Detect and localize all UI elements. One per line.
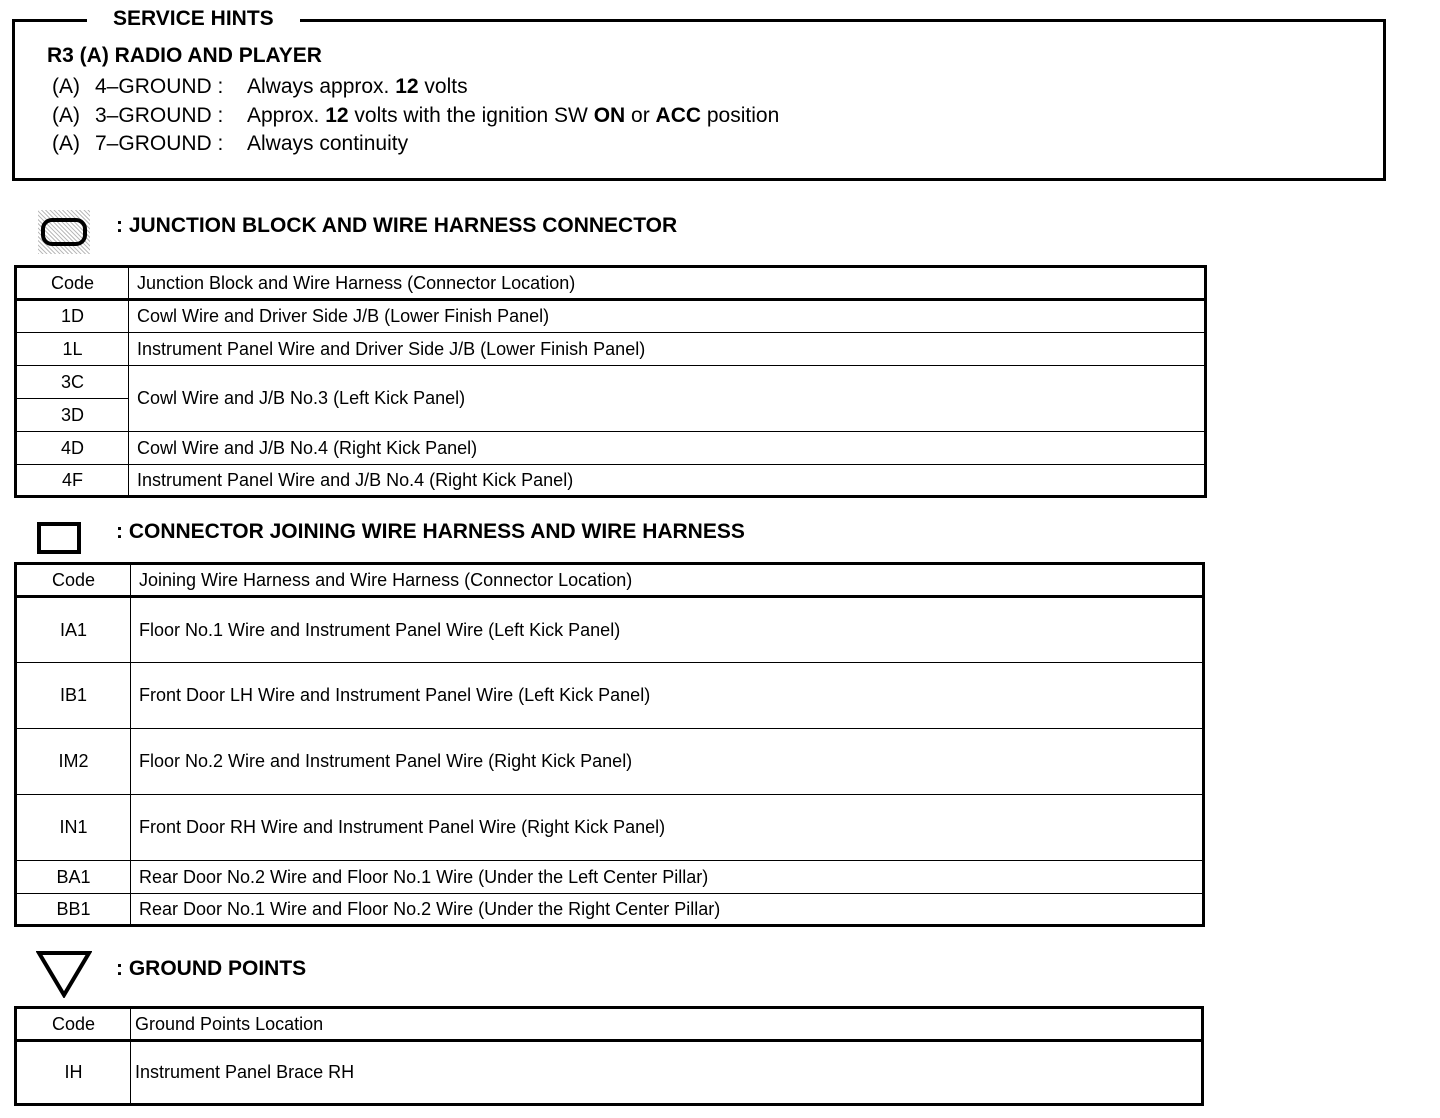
row-code: IB1 bbox=[16, 663, 131, 729]
hint-prefix: (A) bbox=[52, 104, 80, 127]
header-code: Code bbox=[16, 564, 131, 597]
hint-bold: 12 bbox=[325, 104, 349, 127]
table-row bbox=[16, 333, 1206, 366]
header-desc: Junction Block and Wire Harness (Connector Location) bbox=[129, 267, 1206, 300]
junction-table bbox=[14, 265, 1207, 498]
connector-table bbox=[14, 562, 1205, 927]
row-desc: Floor No.1 Wire and Instrument Panel Wire (Left Kick Panel) bbox=[131, 597, 1204, 663]
row-desc: Instrument Panel Wire and J/B No.4 (Right Kick Panel) bbox=[129, 465, 1206, 497]
table-row bbox=[16, 894, 1204, 926]
table-header-row bbox=[16, 1008, 1203, 1041]
service-hints-title: R3 (A) RADIO AND PLAYER bbox=[47, 44, 322, 67]
hint-bold: ACC bbox=[655, 104, 702, 127]
row-desc: Instrument Panel Wire and Driver Side J/B (Lower Finish Panel) bbox=[129, 333, 1206, 366]
table-row bbox=[16, 861, 1204, 894]
table-row bbox=[16, 1041, 1203, 1105]
row-code: IM2 bbox=[16, 729, 131, 795]
row-code: 1D bbox=[16, 300, 129, 333]
service-hints-heading: SERVICE HINTS bbox=[87, 4, 300, 34]
service-hints-box bbox=[12, 7, 1386, 181]
hint-text: Always continuity bbox=[247, 132, 409, 155]
header-code: Code bbox=[16, 1008, 131, 1041]
row-desc: Rear Door No.2 Wire and Floor No.1 Wire (Under the Left Center Pillar) bbox=[131, 861, 1204, 894]
row-desc: Cowl Wire and J/B No.4 (Right Kick Panel) bbox=[129, 432, 1206, 465]
hint-line-3 bbox=[52, 132, 408, 156]
row-code: 4F bbox=[16, 465, 129, 497]
hint-line-1 bbox=[52, 75, 468, 99]
table-row bbox=[16, 300, 1206, 333]
row-code: 3C bbox=[16, 366, 129, 399]
hint-text: Approx. bbox=[247, 104, 326, 127]
row-code: IN1 bbox=[16, 795, 131, 861]
row-desc: Floor No.2 Wire and Instrument Panel Wire (Right Kick Panel) bbox=[131, 729, 1204, 795]
table-row bbox=[16, 432, 1206, 465]
row-code: IH bbox=[16, 1041, 131, 1105]
row-desc: Instrument Panel Brace RH bbox=[131, 1041, 1203, 1105]
row-code: 4D bbox=[16, 432, 129, 465]
table-header-row bbox=[16, 267, 1206, 300]
hint-text: volts with the ignition SW bbox=[348, 104, 594, 127]
table-row bbox=[16, 729, 1204, 795]
hint-text: Always approx. bbox=[247, 75, 396, 98]
junction-block-icon bbox=[38, 210, 90, 254]
row-code: IA1 bbox=[16, 597, 131, 663]
connector-heading: : CONNECTOR JOINING WIRE HARNESS AND WIRE HARNESS bbox=[116, 520, 745, 543]
junction-heading: : JUNCTION BLOCK AND WIRE HARNESS CONNECTOR bbox=[116, 214, 678, 237]
hint-ground: 7–GROUND : bbox=[95, 132, 224, 155]
hint-ground: 4–GROUND : bbox=[95, 75, 224, 98]
row-desc: Front Door RH Wire and Instrument Panel Wire (Right Kick Panel) bbox=[131, 795, 1204, 861]
hint-bold: 12 bbox=[395, 75, 419, 98]
header-desc: Joining Wire Harness and Wire Harness (Connector Location) bbox=[131, 564, 1204, 597]
header-desc: Ground Points Location bbox=[131, 1008, 1203, 1041]
hint-line-2 bbox=[52, 104, 779, 128]
connector-icon bbox=[36, 521, 82, 555]
row-desc: Cowl Wire and J/B No.3 (Left Kick Panel) bbox=[129, 366, 1206, 432]
hint-prefix: (A) bbox=[52, 75, 80, 98]
ground-heading: : GROUND POINTS bbox=[116, 957, 307, 980]
row-desc: Front Door LH Wire and Instrument Panel Wire (Left Kick Panel) bbox=[131, 663, 1204, 729]
row-code: BB1 bbox=[16, 894, 131, 926]
ground-point-icon bbox=[36, 950, 92, 998]
row-code: 3D bbox=[16, 399, 129, 432]
table-row bbox=[16, 795, 1204, 861]
row-desc: Cowl Wire and Driver Side J/B (Lower Finish Panel) bbox=[129, 300, 1206, 333]
row-code: BA1 bbox=[16, 861, 131, 894]
table-header-row bbox=[16, 564, 1204, 597]
row-code: 1L bbox=[16, 333, 129, 366]
header-code: Code bbox=[16, 267, 129, 300]
hint-prefix: (A) bbox=[52, 132, 80, 155]
table-row bbox=[16, 663, 1204, 729]
hint-text: position bbox=[701, 104, 780, 127]
table-row bbox=[16, 597, 1204, 663]
table-row bbox=[16, 465, 1206, 497]
hint-text: volts bbox=[418, 75, 468, 98]
hint-text: or bbox=[625, 104, 656, 127]
table-row bbox=[16, 366, 1206, 399]
ground-table bbox=[14, 1006, 1204, 1106]
row-desc: Rear Door No.1 Wire and Floor No.2 Wire (Under the Right Center Pillar) bbox=[131, 894, 1204, 926]
hint-ground: 3–GROUND : bbox=[95, 104, 224, 127]
hint-bold: ON bbox=[593, 104, 626, 127]
